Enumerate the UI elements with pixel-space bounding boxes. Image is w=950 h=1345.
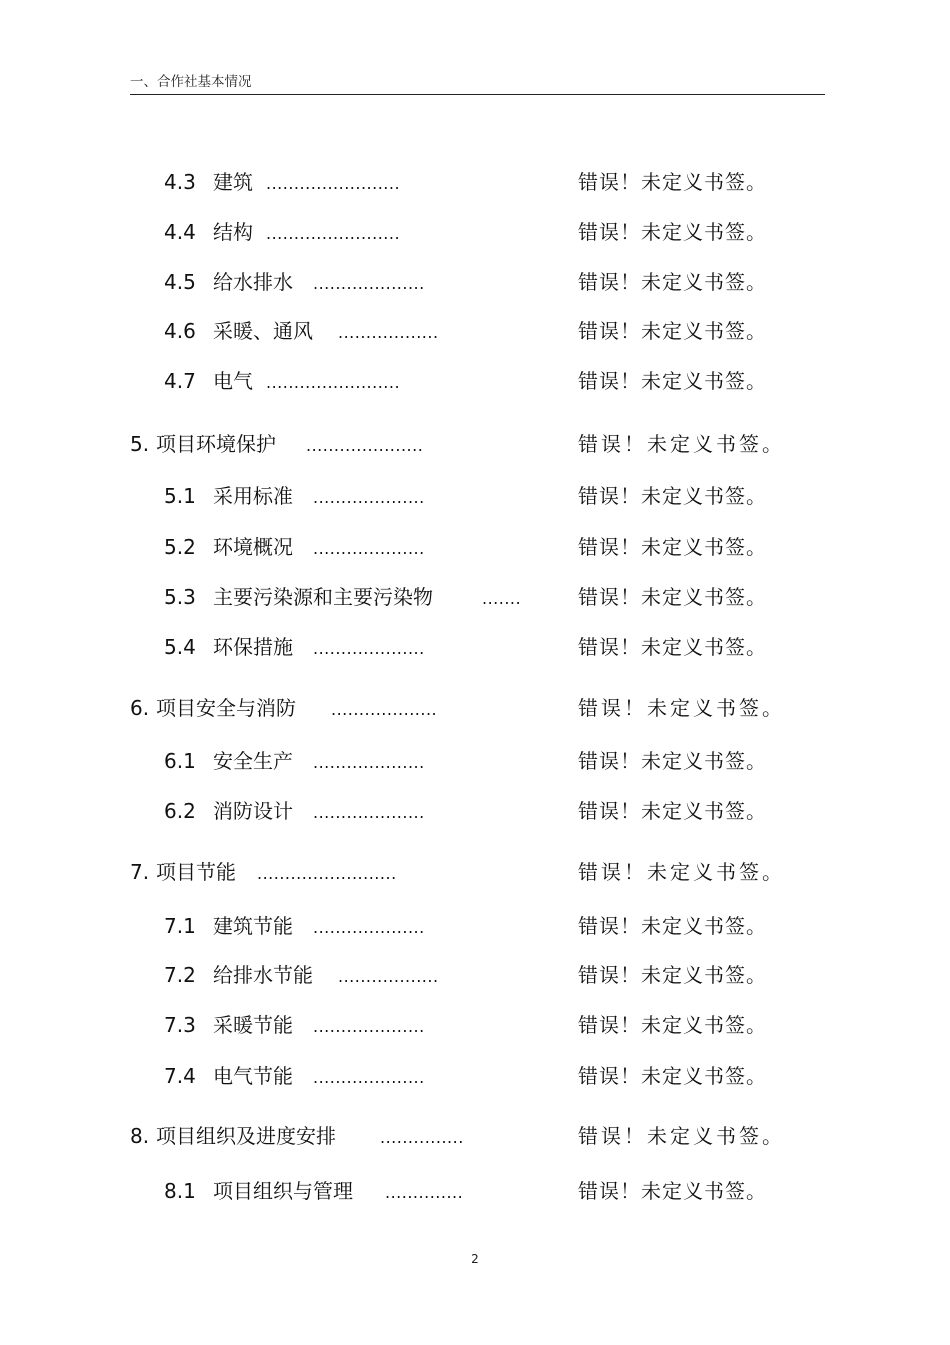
toc-entry[interactable] [0, 367, 950, 401]
header-title: 一、合作社基本情况 [130, 74, 252, 90]
toc-entry-number: 8.1 [164, 1179, 196, 1203]
toc-entry-leader: .................... [313, 639, 425, 658]
toc-entry[interactable] [0, 317, 950, 351]
toc-entry[interactable] [0, 694, 950, 728]
toc-entry-leader: .................... [313, 753, 425, 772]
toc-entry-leader: .................... [313, 1017, 425, 1036]
toc-entry-leader: .................... [313, 274, 425, 293]
toc-entry-leader: .................... [313, 488, 425, 507]
toc-entry-page-ref: 错误！未定义书签。 [578, 914, 767, 938]
toc-entry-page-ref: 错误！未定义书签。 [578, 484, 767, 508]
toc-entry-number: 4.3 [164, 170, 196, 194]
toc-entry-title: 电气节能 [213, 1064, 293, 1088]
toc-entry-leader: ..................... [306, 436, 424, 455]
toc-entry-number: 5.4 [164, 635, 196, 659]
toc-entry-title: 主要污染源和主要污染物 [213, 585, 433, 609]
toc-entry-page-ref: 错误！未定义书签。 [578, 1013, 767, 1037]
toc-entry[interactable] [0, 583, 950, 617]
toc-entry-page-ref: 错误！未定义书签。 [578, 270, 767, 294]
toc-entry-page-ref: 错误！未定义书签。 [578, 696, 785, 720]
toc-entry-page-ref: 错误！未定义书签。 [578, 1179, 767, 1203]
toc-entry-title: 给水排水 [213, 270, 293, 294]
toc-entry-title: 项目组织及进度安排 [156, 1124, 336, 1148]
toc-entry-title: 采用标准 [213, 484, 293, 508]
toc-entry[interactable] [0, 1011, 950, 1045]
toc-entry[interactable] [0, 218, 950, 252]
toc-entry-page-ref: 错误！未定义书签。 [578, 635, 767, 659]
toc-entry-title: 项目节能 [156, 860, 236, 884]
toc-entry[interactable] [0, 533, 950, 567]
toc-entry-leader: ........................ [266, 174, 401, 193]
toc-entry[interactable] [0, 430, 950, 464]
toc-entry-number: 7. [130, 860, 150, 884]
toc-entry-leader: .............. [385, 1183, 464, 1202]
toc-entry-number: 4.5 [164, 270, 196, 294]
toc-entry-title: 给排水节能 [213, 963, 313, 987]
toc-entry-title: 安全生产 [213, 749, 293, 773]
toc-entry-title: 环保措施 [213, 635, 293, 659]
toc-entry-page-ref: 错误！未定义书签。 [578, 860, 785, 884]
toc-entry-page-ref: 错误！未定义书签。 [578, 963, 767, 987]
toc-entry-page-ref: 错误！未定义书签。 [578, 170, 767, 194]
toc-entry-leader: ......................... [257, 864, 397, 883]
toc-entry-page-ref: 错误！未定义书签。 [578, 1064, 767, 1088]
toc-entry-page-ref: 错误！未定义书签。 [578, 535, 767, 559]
toc-entry-title: 电气 [213, 369, 253, 393]
toc-entry[interactable] [0, 961, 950, 995]
toc-entry-number: 7.3 [164, 1013, 196, 1037]
toc-entry[interactable] [0, 858, 950, 892]
toc-entry-page-ref: 错误！未定义书签。 [578, 585, 767, 609]
toc-entry-number: 7.2 [164, 963, 196, 987]
toc-entry[interactable] [0, 747, 950, 781]
toc-entry-number: 5.2 [164, 535, 196, 559]
toc-entry-page-ref: 错误！未定义书签。 [578, 319, 767, 343]
toc-entry-number: 7.4 [164, 1064, 196, 1088]
toc-entry-leader: .................. [338, 323, 439, 342]
toc-entry-leader: ................... [331, 700, 438, 719]
toc-entry-number: 6. [130, 696, 150, 720]
toc-entry-leader: ....... [482, 589, 522, 608]
toc-entry[interactable] [0, 482, 950, 516]
toc-entry-number: 5. [130, 432, 150, 456]
toc-entry-leader: .................... [313, 1068, 425, 1087]
toc-entry-title: 结构 [213, 220, 253, 244]
toc-entry-title: 采暖节能 [213, 1013, 293, 1037]
toc-entry-leader: .................... [313, 918, 425, 937]
toc-entry[interactable] [0, 1122, 950, 1156]
toc-entry-leader: .................... [313, 803, 425, 822]
toc-entry-number: 4.6 [164, 319, 196, 343]
toc-entry[interactable] [0, 268, 950, 302]
toc-entry-page-ref: 错误！未定义书签。 [578, 749, 767, 773]
toc-entry-page-ref: 错误！未定义书签。 [578, 432, 785, 456]
toc-entry-title: 项目安全与消防 [156, 696, 296, 720]
toc-entry-number: 5.1 [164, 484, 196, 508]
toc-entry-number: 4.7 [164, 369, 196, 393]
toc-entry-page-ref: 错误！未定义书签。 [578, 220, 767, 244]
toc-entry-number: 7.1 [164, 914, 196, 938]
toc-entry-title: 消防设计 [213, 799, 293, 823]
toc-entry-number: 5.3 [164, 585, 196, 609]
toc-entry[interactable] [0, 797, 950, 831]
toc-entry-leader: ........................ [266, 373, 401, 392]
toc-entry-title: 项目组织与管理 [213, 1179, 353, 1203]
toc-entry-leader: .................... [313, 539, 425, 558]
toc-entry-title: 项目环境保护 [156, 432, 276, 456]
toc-entry-number: 6.2 [164, 799, 196, 823]
toc-entry-number: 4.4 [164, 220, 196, 244]
toc-entry-number: 6.1 [164, 749, 196, 773]
toc-entry[interactable] [0, 912, 950, 946]
page-number: 2 [471, 1252, 479, 1266]
toc-entry[interactable] [0, 1062, 950, 1096]
toc-entry-title: 环境概况 [213, 535, 293, 559]
toc-entry-title: 建筑节能 [213, 914, 293, 938]
toc-entry-leader: ............... [380, 1128, 464, 1147]
toc-entry-page-ref: 错误！未定义书签。 [578, 799, 767, 823]
toc-entry-page-ref: 错误！未定义书签。 [578, 369, 767, 393]
toc-entry-leader: ........................ [266, 224, 401, 243]
toc-entry[interactable] [0, 168, 950, 202]
toc-entry-leader: .................. [338, 967, 439, 986]
toc-entry[interactable] [0, 1177, 950, 1211]
toc-entry-title: 采暖、通风 [213, 319, 313, 343]
toc-entry[interactable] [0, 633, 950, 667]
toc-entry-title: 建筑 [213, 170, 253, 194]
toc-entry-page-ref: 错误！未定义书签。 [578, 1124, 785, 1148]
toc-entry-number: 8. [130, 1124, 150, 1148]
